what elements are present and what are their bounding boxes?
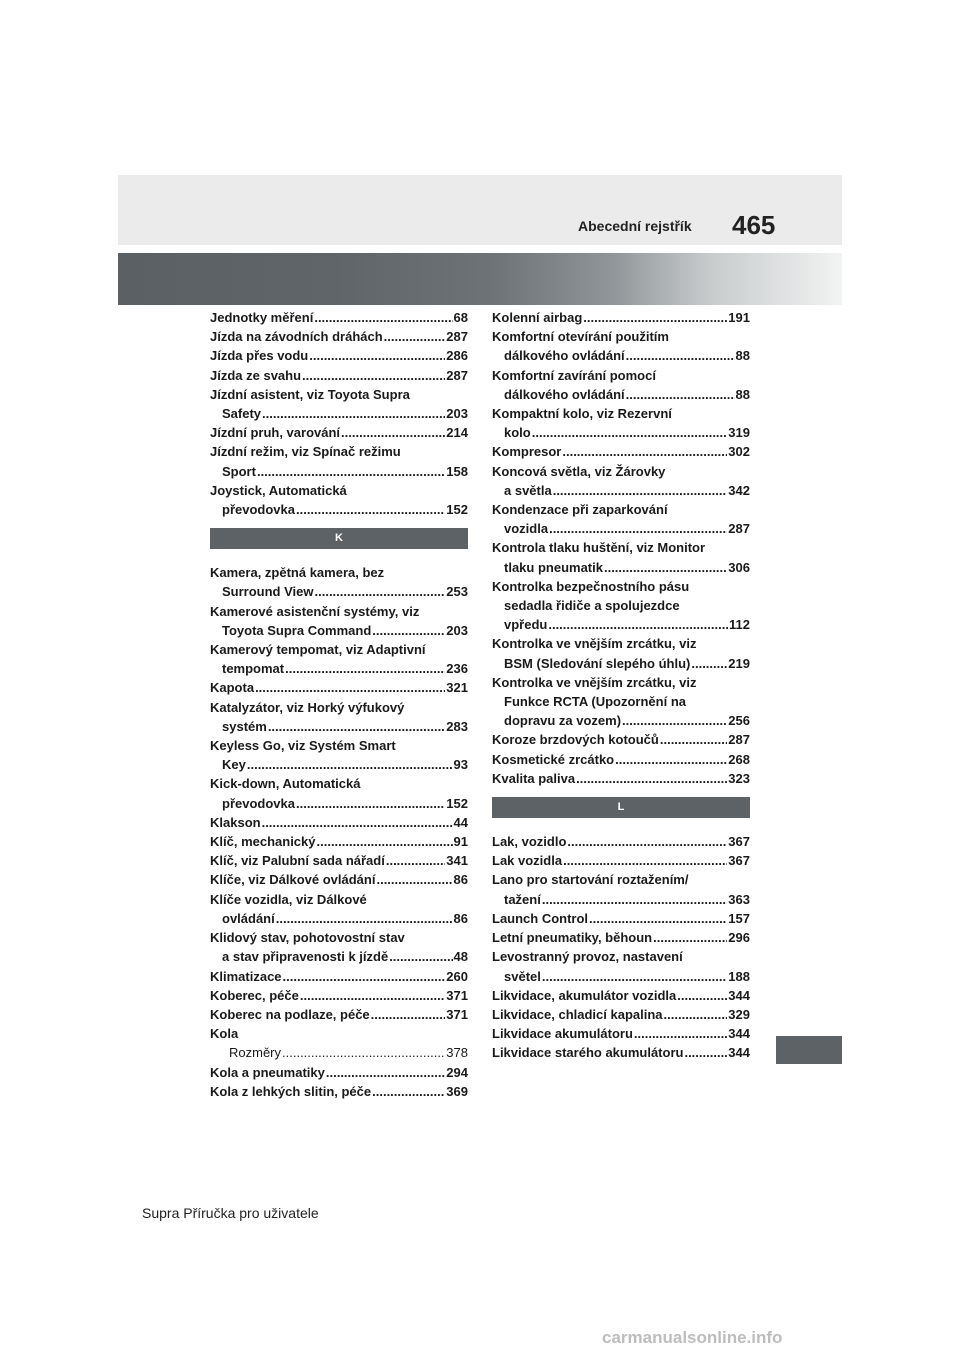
entry-text: Kamera, zpětná kamera, bez <box>210 565 385 581</box>
page-reference: 203 <box>446 406 468 422</box>
dot-leader <box>285 659 445 678</box>
index-entry <box>210 1024 468 1043</box>
entry-text: Kola a pneumatiky <box>210 1064 325 1080</box>
index-entry <box>492 928 750 947</box>
dot-leader <box>677 986 727 1005</box>
entry-text: Lak vozidla <box>492 853 563 869</box>
index-entry <box>210 832 468 851</box>
page-reference: 367 <box>728 834 750 850</box>
index-entry <box>492 750 750 769</box>
entry-text: Koberec na podlaze, péče <box>210 1006 370 1022</box>
entry-text: Klidový stav, pohotovostní stav <box>210 930 405 946</box>
footer-text: Supra Příručka pro uživatele <box>142 1205 319 1221</box>
entry-text: Jízdní režim, viz Spínač režimu <box>210 444 401 460</box>
page-reference: 203 <box>446 622 468 638</box>
entry-text: vozidla <box>504 521 549 537</box>
index-entry <box>210 986 468 1005</box>
entry-text: Funkce RCTA (Upozornění na <box>504 694 686 710</box>
page-reference: 363 <box>728 891 750 907</box>
entry-text: Jednotky měření <box>210 310 314 325</box>
page-reference: 48 <box>453 949 468 965</box>
dot-leader <box>372 1082 445 1101</box>
page-reference: 342 <box>728 482 750 498</box>
index-entry <box>210 967 468 986</box>
index-entry <box>492 909 750 928</box>
dot-leader <box>309 346 445 365</box>
index-entry <box>492 634 750 672</box>
dot-leader <box>549 519 727 538</box>
index-entry <box>492 947 750 985</box>
entry-text: dálkového ovládání <box>504 386 625 402</box>
entry-text: tempomat <box>222 661 285 677</box>
page-reference: 371 <box>446 987 468 1003</box>
entry-text: Kick-down, Automatická <box>210 776 361 792</box>
entry-text: Keyless Go, viz Systém Smart <box>210 738 396 754</box>
entry-text: Komfortní zavírání pomocí <box>492 367 656 383</box>
dot-leader <box>542 967 727 986</box>
entry-text: Kosmetické zrcátko <box>492 751 615 767</box>
dot-leader <box>553 481 728 500</box>
entry-text: Safety <box>222 406 262 422</box>
dot-leader <box>376 870 452 889</box>
entry-text: a stav připravenosti k jízdě <box>222 949 389 965</box>
index-entry <box>492 404 750 442</box>
dot-leader <box>548 615 728 634</box>
page-reference: 152 <box>446 795 468 811</box>
index-entry <box>492 1024 750 1043</box>
page-reference: 112 <box>729 617 750 633</box>
index-entry <box>210 851 468 870</box>
entry-text: Joystick, Automatická <box>210 482 347 498</box>
page-reference: 157 <box>728 910 750 926</box>
dot-leader <box>589 909 727 928</box>
page-reference: 287 <box>728 732 750 748</box>
entry-text: Klimatizace <box>210 968 282 984</box>
page-reference: 191 <box>728 310 750 325</box>
page-reference: 158 <box>446 463 468 479</box>
index-entry <box>210 423 468 442</box>
page-reference: 323 <box>728 770 750 786</box>
dot-leader <box>302 366 445 385</box>
entry-text: dopravu za vozem) <box>504 713 622 729</box>
entry-text: Jízdní asistent, viz Toyota Supra <box>210 386 410 402</box>
entry-text: Kontrola tlaku huštění, viz Monitor <box>492 540 706 556</box>
dot-leader <box>664 1005 728 1024</box>
entry-text: a světla <box>504 482 552 498</box>
dot-leader <box>283 967 446 986</box>
page-reference: 344 <box>728 987 750 1003</box>
index-entry <box>492 730 750 749</box>
dot-leader <box>317 832 453 851</box>
entry-text: Kvalita paliva <box>492 770 576 786</box>
page-reference: 367 <box>728 853 750 869</box>
entry-text: Jízda na závodních dráhách <box>210 329 383 345</box>
page-number: 465 <box>732 210 776 240</box>
dot-leader <box>691 654 727 673</box>
page-reference: 294 <box>446 1064 468 1080</box>
page-reference: 253 <box>446 584 468 600</box>
entry-text: Likvidace, akumulátor vozidla <box>492 987 677 1003</box>
entry-text: kolo <box>504 425 531 441</box>
page-reference: 68 <box>453 310 468 325</box>
entry-text: Klíče, viz Dálkové ovládání <box>210 872 376 888</box>
dot-leader <box>626 346 735 365</box>
page-reference: 341 <box>446 853 468 869</box>
index-entry <box>210 346 468 365</box>
index-entry <box>210 774 468 812</box>
dot-leader <box>615 750 727 769</box>
page-reference: 287 <box>446 367 468 383</box>
entry-text: Klíče vozidla, viz Dálkové <box>210 891 367 907</box>
entry-text: Koberec, péče <box>210 987 299 1003</box>
index-entry <box>210 1063 468 1082</box>
dot-leader <box>314 308 452 327</box>
index-entry <box>492 538 750 576</box>
index-entry <box>210 385 468 423</box>
dot-leader <box>262 813 453 832</box>
page-reference: 344 <box>728 1045 750 1061</box>
index-entry <box>492 986 750 1005</box>
index-column-left <box>210 308 468 1101</box>
entry-text: tažení <box>504 891 541 907</box>
dot-leader <box>532 423 728 442</box>
page-reference: 88 <box>735 348 750 364</box>
dot-leader <box>567 832 727 851</box>
page-reference: 88 <box>735 386 750 402</box>
page-reference: 287 <box>728 521 750 537</box>
entry-text: tlaku pneumatik <box>504 559 603 575</box>
entry-text: Lak, vozidlo <box>492 834 567 850</box>
page-reference: 256 <box>728 713 750 729</box>
dot-leader <box>372 621 445 640</box>
dot-leader <box>282 1043 445 1062</box>
dot-leader <box>255 678 445 697</box>
entry-text: převodovka <box>222 795 295 811</box>
page-reference: 283 <box>446 718 468 734</box>
index-entry <box>210 1082 468 1101</box>
entry-text: BSM (Sledování slepého úhlu) <box>504 655 691 671</box>
index-entry <box>210 928 468 966</box>
entry-text: Sport <box>222 463 256 479</box>
dot-leader <box>622 711 727 730</box>
page-reference: 86 <box>453 910 468 926</box>
dot-leader <box>300 986 445 1005</box>
entry-text: Kola z lehkých slitin, péče <box>210 1083 372 1099</box>
entry-text: převodovka <box>222 502 295 518</box>
dot-leader <box>371 1005 446 1024</box>
entry-text: Toyota Supra Command <box>222 622 372 638</box>
dot-leader <box>604 558 727 577</box>
page-reference: 287 <box>446 329 468 345</box>
page-reference: 91 <box>453 834 468 850</box>
entry-text: Komfortní otevírání použitím <box>492 329 669 345</box>
entry-text: Likvidace starého akumulátoru <box>492 1045 684 1061</box>
entry-text: Lano pro startování roztažením/ <box>492 872 689 888</box>
page-reference: 93 <box>453 757 468 773</box>
dot-leader <box>296 500 445 519</box>
entry-text: Koncová světla, viz Žárovky <box>492 463 666 479</box>
page-reference: 286 <box>446 348 468 364</box>
index-entry <box>210 563 468 601</box>
entry-text: Launch Control <box>492 910 589 926</box>
entry-text: Koroze brzdových kotoučů <box>492 732 659 748</box>
entry-text: světel <box>504 968 541 984</box>
dot-leader <box>384 327 446 346</box>
index-entry <box>210 366 468 385</box>
index-entry <box>210 481 468 519</box>
entry-text: sedadla řidiče a spolujezdce <box>504 598 680 614</box>
index-entry <box>492 870 750 908</box>
entry-text: Katalyzátor, viz Horký výfukový <box>210 699 405 715</box>
entry-text: ovládání <box>222 910 275 926</box>
dot-leader <box>576 769 727 788</box>
entry-text: Klakson <box>210 814 261 830</box>
entry-text: Kompaktní kolo, viz Rezervní <box>492 406 672 422</box>
dot-leader <box>262 404 445 423</box>
index-entry <box>210 736 468 774</box>
entry-text: Klíč, mechanický <box>210 834 316 850</box>
index-entry <box>210 442 468 480</box>
dot-leader <box>542 890 727 909</box>
index-entry <box>210 327 468 346</box>
index-entry <box>492 1043 750 1062</box>
dot-leader <box>626 385 735 404</box>
index-entry <box>492 832 750 851</box>
index-entry <box>210 602 468 640</box>
page-reference: 219 <box>728 655 750 671</box>
index-entry <box>492 769 750 788</box>
page-reference: 306 <box>728 559 750 575</box>
entry-text: Rozměry <box>229 1045 282 1061</box>
entry-text: Letní pneumatiky, běhoun <box>492 930 653 946</box>
dot-leader <box>296 794 445 813</box>
header-gradient-bar <box>118 253 842 305</box>
page-reference: 152 <box>446 502 468 518</box>
index-entry <box>210 308 468 327</box>
dot-leader <box>315 582 446 601</box>
entry-text: Key <box>222 757 246 773</box>
index-entry <box>492 500 750 538</box>
entry-text: Kondenzace při zaparkování <box>492 502 668 518</box>
entry-text: Likvidace, chladicí kapalina <box>492 1006 663 1022</box>
page-reference: 369 <box>446 1083 468 1099</box>
watermark: carmanualsonline.info <box>602 1328 783 1347</box>
page-reference: 260 <box>446 968 468 984</box>
section-title: Abecední rejstřík <box>578 218 692 234</box>
index-entry <box>210 870 468 889</box>
entry-text: Kapota <box>210 680 255 696</box>
index-entry <box>492 1005 750 1024</box>
entry-text: Kamerový tempomat, viz Adaptivní <box>210 642 426 658</box>
index-entry <box>492 577 750 635</box>
entry-text: Jízda ze svahu <box>210 367 302 383</box>
page-reference: 236 <box>446 661 468 677</box>
page-reference: 268 <box>728 751 750 767</box>
entry-text: Jízda přes vodu <box>210 348 309 364</box>
page-reference: 86 <box>453 872 468 888</box>
page-reference: 321 <box>446 680 468 696</box>
page-reference: 371 <box>446 1006 468 1022</box>
entry-text: systém <box>222 718 267 734</box>
dot-leader <box>257 462 445 481</box>
index-entry <box>492 442 750 461</box>
index-entry <box>210 1005 468 1024</box>
dot-leader <box>341 423 445 442</box>
entry-text: Kola <box>210 1026 239 1042</box>
entry-text: Kompresor <box>492 444 562 460</box>
index-entry <box>492 673 750 731</box>
section-letter-bar: L <box>492 797 750 818</box>
index-entry <box>492 366 750 404</box>
dot-leader <box>660 730 727 749</box>
index-column-right <box>492 308 750 1063</box>
page-reference: 44 <box>453 814 468 830</box>
entry-text: Levostranný provoz, nastavení <box>492 949 683 965</box>
dot-leader <box>563 851 727 870</box>
page-reference: 188 <box>728 968 750 984</box>
index-entry <box>210 698 468 736</box>
entry-text: Surround View <box>222 584 314 600</box>
entry-text: Kontrolka ve vnějším zrcátku, viz <box>492 674 697 690</box>
index-entry <box>210 813 468 832</box>
entry-text: Klíč, viz Palubní sada nářadí <box>210 853 385 869</box>
section-letter-bar: K <box>210 528 468 549</box>
chapter-tab <box>776 1036 842 1064</box>
dot-leader <box>389 947 452 966</box>
index-entry <box>492 327 750 365</box>
dot-leader <box>634 1024 727 1043</box>
entry-text: vpředu <box>504 617 548 633</box>
dot-leader <box>386 851 445 870</box>
dot-leader <box>562 442 727 461</box>
entry-text: Kamerové asistenční systémy, viz <box>210 603 420 619</box>
entry-text: Kontrolka bezpečnostního pásu <box>492 578 690 594</box>
dot-leader <box>684 1043 727 1062</box>
entry-text: dálkového ovládání <box>504 348 625 364</box>
page-reference: 319 <box>728 425 750 441</box>
entry-text: Jízdní pruh, varování <box>210 425 341 441</box>
index-entry <box>492 308 750 327</box>
entry-text: Kolenní airbag <box>492 310 583 325</box>
page-reference: 302 <box>728 444 750 460</box>
page-reference: 329 <box>728 1006 750 1022</box>
index-entry <box>210 640 468 678</box>
index-entry <box>210 678 468 697</box>
dot-leader <box>247 755 453 774</box>
page-reference: 214 <box>446 425 468 441</box>
dot-leader <box>653 928 727 947</box>
dot-leader <box>276 909 453 928</box>
index-entry <box>210 1043 468 1062</box>
index-entry <box>210 890 468 928</box>
page-reference: 344 <box>728 1026 750 1042</box>
dot-leader <box>583 308 727 327</box>
dot-leader <box>326 1063 445 1082</box>
index-entry <box>492 851 750 870</box>
index-entry <box>492 462 750 500</box>
page-reference: 296 <box>728 930 750 946</box>
dot-leader <box>268 717 445 736</box>
page-reference: 378 <box>446 1045 468 1061</box>
entry-text: Likvidace akumulátoru <box>492 1026 633 1042</box>
entry-text: Kontrolka ve vnějším zrcátku, viz <box>492 636 697 652</box>
